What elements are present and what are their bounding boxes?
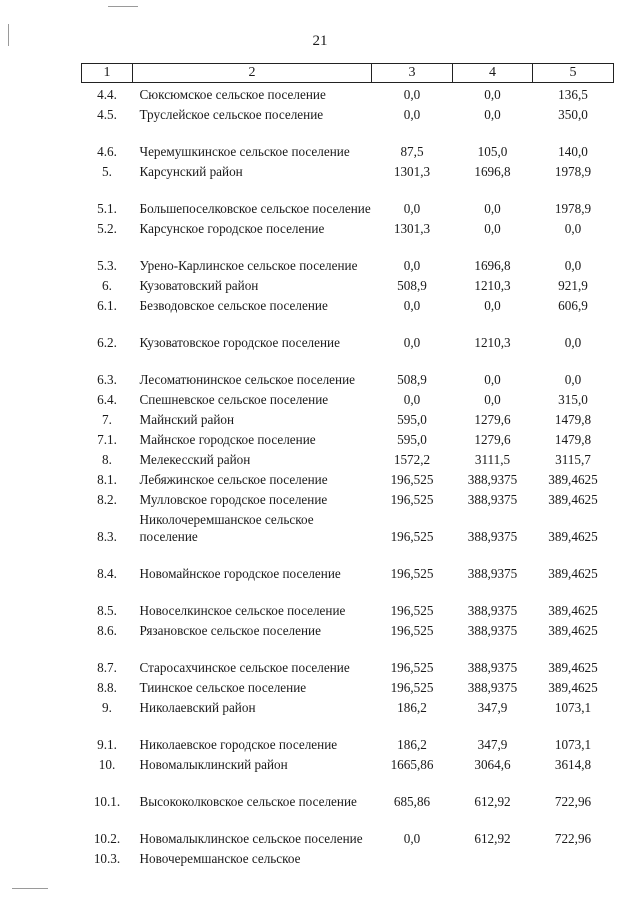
value-col-5: 3115,7 — [555, 452, 591, 467]
value-col-5: 389,4625 — [548, 492, 598, 507]
value-col-3: 595,0 — [397, 432, 427, 447]
table-row — [82, 716, 614, 753]
value-col-4: 612,92 — [474, 831, 511, 846]
row-number: 6.3. — [97, 372, 117, 387]
row-number: 8.6. — [97, 623, 117, 638]
table-row — [82, 237, 614, 274]
value-col-5: 1479,8 — [554, 412, 592, 427]
table-row — [82, 773, 614, 810]
value-col-5: 0,0 — [564, 258, 582, 273]
value-col-4: 347,9 — [477, 700, 508, 715]
value-col-3: 0,0 — [403, 87, 421, 102]
value-col-3: 196,525 — [390, 680, 434, 695]
table-row — [82, 619, 614, 639]
value-col-3: 595,0 — [397, 412, 427, 427]
table-row — [82, 274, 614, 294]
value-col-4: 388,9375 — [467, 603, 518, 618]
value-col-3: 1665,86 — [390, 757, 434, 772]
value-col-4: 1279,6 — [474, 412, 511, 427]
table-row — [82, 103, 614, 123]
row-number: 8. — [102, 452, 112, 467]
row-name: Майнский район — [139, 412, 235, 427]
row-name: Черемушкинское сельское поселение — [139, 144, 350, 159]
row-number: 8.3. — [97, 529, 117, 544]
row-number: 7. — [102, 412, 112, 427]
value-col-5: 722,96 — [554, 794, 592, 809]
table-row — [82, 351, 614, 388]
row-number: 5.3. — [97, 258, 117, 273]
row-number: 4.4. — [97, 87, 117, 102]
row-name: Рязановское сельское поселение — [139, 623, 321, 638]
table-header — [82, 64, 614, 83]
value-col-5: 389,4625 — [548, 529, 598, 544]
row-number: 4.5. — [97, 107, 117, 122]
row-name: Николаевское городское поселение — [139, 737, 338, 752]
value-col-4: 3111,5 — [474, 452, 511, 467]
data-table — [81, 63, 614, 867]
value-col-4: 105,0 — [477, 144, 508, 159]
value-col-3: 196,525 — [390, 603, 434, 618]
row-name: Карсунский район — [139, 164, 243, 179]
value-col-4: 388,9375 — [467, 472, 518, 487]
row-number: 8.7. — [97, 660, 117, 675]
value-col-5: 921,9 — [558, 278, 588, 293]
table-row — [82, 123, 614, 160]
value-col-4: 1279,6 — [474, 432, 511, 447]
value-col-3: 0,0 — [403, 298, 421, 313]
value-col-3: 1301,3 — [393, 221, 431, 236]
value-col-3: 508,9 — [397, 372, 427, 387]
value-col-4: 1696,8 — [474, 258, 511, 273]
value-col-3: 1301,3 — [393, 164, 431, 179]
value-col-5 — [533, 847, 614, 867]
value-col-4: 0,0 — [484, 107, 501, 122]
row-name: Безводовское сельское поселение — [139, 298, 328, 313]
table-row — [82, 468, 614, 488]
value-col-4: 347,9 — [477, 737, 508, 752]
row-name: Труслейское сельское поселение — [139, 107, 324, 122]
table-row — [82, 388, 614, 408]
table-row — [82, 83, 614, 104]
row-name: Новомалыклинский район — [139, 757, 288, 772]
table-row — [82, 314, 614, 351]
value-col-4: 3064,6 — [474, 757, 511, 772]
value-col-3: 0,0 — [403, 258, 421, 273]
value-col-3: 196,525 — [390, 623, 434, 638]
table-row — [82, 408, 614, 428]
value-col-3: 186,2 — [397, 737, 427, 752]
header-col-4: 4 — [453, 64, 533, 83]
table-row — [82, 294, 614, 314]
table-body — [82, 83, 614, 868]
value-col-4: 388,9375 — [467, 660, 518, 675]
value-col-3: 196,525 — [390, 529, 434, 544]
row-name: Новомайнское городское поселение — [139, 566, 341, 581]
table-row — [82, 545, 614, 582]
header-col-5: 5 — [533, 64, 614, 83]
table-row — [82, 180, 614, 217]
value-col-4: 0,0 — [484, 201, 501, 216]
value-col-5: 350,0 — [558, 107, 588, 122]
header-col-1: 1 — [82, 64, 133, 83]
scan-artifact-top — [108, 6, 138, 7]
row-number: 5. — [102, 164, 112, 179]
row-name: Майнское городское поселение — [139, 432, 316, 447]
row-name: Лесоматюнинское сельское поселение — [139, 372, 355, 387]
header-col-3: 3 — [372, 64, 453, 83]
row-name: Тиинское сельское поселение — [139, 680, 307, 695]
value-col-4: 0,0 — [484, 372, 501, 387]
row-number: 9.1. — [97, 737, 117, 752]
row-name: Кузоватовский район — [139, 278, 259, 293]
scan-artifact-left — [8, 24, 9, 46]
value-col-5: 389,4625 — [548, 623, 598, 638]
value-col-3: 0,0 — [403, 831, 421, 846]
value-col-3: 196,525 — [390, 492, 434, 507]
row-name: Урено-Карлинское сельское поселение — [139, 258, 358, 273]
value-col-3: 0,0 — [403, 201, 421, 216]
row-name: Николаевский район — [139, 700, 256, 715]
table-row — [82, 160, 614, 180]
page-number: 21 — [312, 33, 328, 49]
value-col-4: 0,0 — [484, 221, 501, 236]
row-number: 9. — [102, 700, 112, 715]
row-number: 8.1. — [97, 472, 117, 487]
value-col-4: 1210,3 — [474, 278, 511, 293]
table-row — [82, 696, 614, 716]
row-name: Старосахчинское сельское поселение — [139, 660, 350, 675]
row-number: 8.5. — [97, 603, 117, 618]
row-number: 10.3. — [93, 851, 121, 866]
table-row — [82, 582, 614, 619]
table-row — [82, 428, 614, 448]
row-number: 10. — [98, 757, 116, 772]
row-number: 5.1. — [97, 201, 117, 216]
row-name: Николочеремшанское сельское поселение — [139, 512, 314, 544]
value-col-5: 1073,1 — [554, 700, 592, 715]
value-col-5: 0,0 — [564, 372, 582, 387]
value-col-5: 1073,1 — [554, 737, 592, 752]
header-col-2: 2 — [133, 64, 372, 83]
row-number: 10.1. — [93, 794, 121, 809]
value-col-3: 1572,2 — [393, 452, 431, 467]
value-col-3: 196,525 — [390, 566, 434, 581]
value-col-5: 389,4625 — [548, 660, 598, 675]
value-col-4: 0,0 — [484, 392, 501, 407]
value-col-3: 87,5 — [400, 144, 424, 159]
value-col-4: 388,9375 — [467, 680, 518, 695]
table-row — [82, 448, 614, 468]
row-name: Лебяжинское сельское поселение — [139, 472, 328, 487]
value-col-5: 389,4625 — [548, 472, 598, 487]
header-row — [82, 64, 614, 83]
row-name: Мулловское городское поселение — [139, 492, 328, 507]
row-name: Новомалыклинское сельское поселение — [139, 831, 363, 846]
row-number: 6.1. — [97, 298, 117, 313]
row-number: 8.8. — [97, 680, 117, 695]
value-col-3: 0,0 — [403, 107, 421, 122]
row-name: Новочеремшанское сельское — [139, 851, 301, 866]
table-row — [82, 753, 614, 773]
value-col-4: 612,92 — [474, 794, 511, 809]
row-name: Большепоселковское сельское поселение — [139, 201, 371, 216]
value-col-5: 315,0 — [558, 392, 588, 407]
row-name: Кузоватовское городское поселение — [139, 335, 340, 350]
value-col-5: 389,4625 — [548, 603, 598, 618]
value-col-4: 388,9375 — [467, 492, 518, 507]
value-col-3: 0,0 — [403, 392, 421, 407]
value-col-3: 508,9 — [397, 278, 427, 293]
table-row — [82, 847, 614, 867]
row-number: 6. — [102, 278, 112, 293]
row-name: Спешневское сельское поселение — [139, 392, 329, 407]
value-col-5: 1978,9 — [554, 164, 592, 179]
value-col-4: 1210,3 — [474, 335, 511, 350]
row-number: 6.4. — [97, 392, 117, 407]
row-number: 6.2. — [97, 335, 117, 350]
value-col-5: 606,9 — [558, 298, 588, 313]
row-number: 7.1. — [97, 432, 117, 447]
value-col-3 — [372, 847, 453, 867]
value-col-4: 388,9375 — [467, 623, 518, 638]
table-row — [82, 639, 614, 676]
value-col-4: 1696,8 — [474, 164, 511, 179]
table-row — [82, 810, 614, 847]
table-row — [82, 676, 614, 696]
value-col-5: 3614,8 — [554, 757, 592, 772]
row-number: 8.2. — [97, 492, 117, 507]
value-col-3: 196,525 — [390, 472, 434, 487]
value-col-5: 389,4625 — [548, 566, 598, 581]
row-number: 4.6. — [97, 144, 117, 159]
value-col-4: 0,0 — [484, 298, 501, 313]
scan-artifact-bottom — [12, 888, 48, 889]
row-number: 10.2. — [93, 831, 121, 846]
value-col-4 — [453, 847, 533, 867]
row-name: Сюксюмское сельское поселение — [139, 87, 326, 102]
value-col-5: 0,0 — [564, 221, 582, 236]
value-col-5: 1978,9 — [554, 201, 592, 216]
row-name: Высококолковское сельское поселение — [139, 794, 357, 809]
value-col-4: 388,9375 — [467, 529, 518, 544]
value-col-5: 1479,8 — [554, 432, 592, 447]
row-name: Новоселкинское сельское поселение — [139, 603, 346, 618]
value-col-5: 136,5 — [558, 87, 588, 102]
row-name: Карсунское городское поселение — [139, 221, 325, 236]
value-col-5: 0,0 — [564, 335, 582, 350]
value-col-5: 140,0 — [558, 144, 588, 159]
value-col-3: 186,2 — [397, 700, 427, 715]
row-number: 8.4. — [97, 566, 117, 581]
data-table-container — [81, 63, 613, 867]
value-col-5: 722,96 — [554, 831, 592, 846]
row-number: 5.2. — [97, 221, 117, 236]
value-col-5: 389,4625 — [548, 680, 598, 695]
value-col-3: 196,525 — [390, 660, 434, 675]
table-row — [82, 217, 614, 237]
table-row — [82, 508, 614, 545]
row-name: Мелекесский район — [139, 452, 251, 467]
value-col-4: 0,0 — [484, 87, 501, 102]
table-row — [82, 488, 614, 508]
value-col-3: 0,0 — [403, 335, 421, 350]
value-col-3: 685,86 — [393, 794, 431, 809]
value-col-4: 388,9375 — [467, 566, 518, 581]
